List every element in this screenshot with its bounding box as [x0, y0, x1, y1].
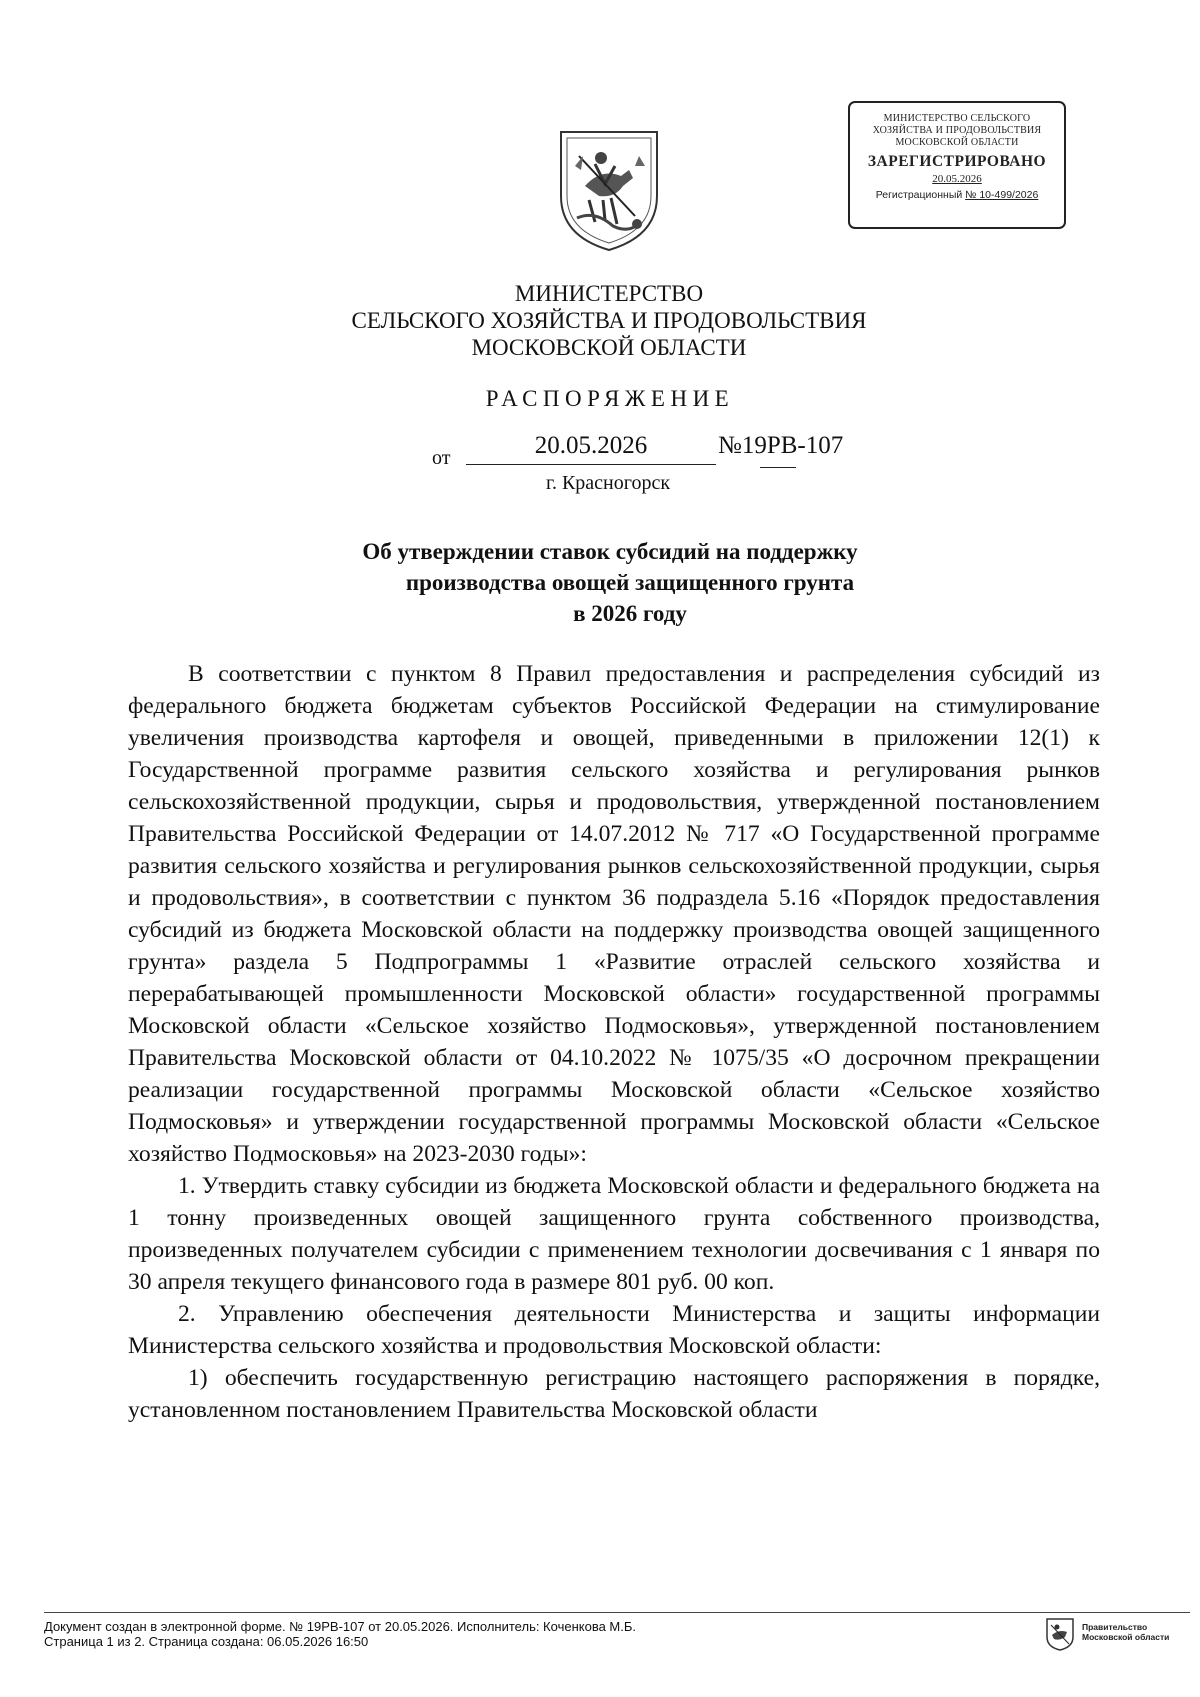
stamp-org-line-3: МОСКОВСКОЙ ОБЛАСТИ	[895, 137, 1019, 148]
stamp-org-line-1: МИНИСТЕРСТВО СЕЛЬСКОГО	[883, 113, 1031, 124]
document-date: 20.05.2026	[534, 432, 648, 459]
stamp-reg-label: Регистрационный	[875, 189, 963, 201]
stamp-reg-number	[850, 189, 1064, 201]
date-prefix: от	[432, 447, 451, 469]
title-line-2: производства овощей защищенного грунта	[405, 570, 855, 595]
footer-info	[44, 1619, 636, 1649]
stamp-org-line-2: ХОЗЯЙСТВА И ПРОДОВОЛЬСТВИЯ	[872, 125, 1042, 136]
city: г. Красногорск	[546, 472, 671, 494]
government-line-2: Московской области	[1082, 1632, 1170, 1642]
item-2-1-paragraph: 1) обеспечить государственную регистрацию настоящего распоряжения в порядке, установленном постановлением Правительства Московской области	[128, 1365, 1100, 1423]
preamble-paragraph: В соответствии с пунктом 8 Правил предоставления и распределения субсидий из федерального бюджета бюджетам субъектов Российской Федерации на стимулирование увеличения производства картофеля и овощей, приведенными в приложении 12(1) к Государственной программе развития сельского хозяйства и регулирования рынков сельскохозяйственной продукции, сырья и продовольствия, утвержденной постановлением Правительства Российской Федерации от 14.07.2012 № 717 «О Государственной программе развития сельского хозяйства и регулирования рынков сельскохозяйственной продукции, сырья и продовольствия», в соответствии с пунктом 36 подраздела 5.16 «Порядок предоставления субсидий из бюджета Московской области на поддержку производства овощей защищенного грунта» раздела 5 Подпрограммы 1 «Развитие отраслей сельского хозяйства и перерабатывающей промышленности Московской области» государственной программы Московской области «Сельское хозяйство Подмосковья», утвержденной постановлением Правительства Московской области от 04.10.2022 № 1075/35 «О досрочном прекращении реализации государственной программы Московской области «Сельское хозяйство Подмосковья» и утверждении государственной программы Московской области «Сельское хозяйство Подмосковья» на 2023-2030 годы»:	[128, 661, 1100, 1167]
document-number: №19РВ-107	[718, 432, 844, 459]
coat-of-arms-icon	[555, 126, 663, 254]
date-underline	[466, 464, 716, 465]
item-1-paragraph: 1. Утвердить ставку субсидии из бюджета Московской области и федерального бюджета на 1 тонну произведенных овощей защищенного грунта собственного производства, произведенных получателем субсидии с применением технологии досвечивания с 1 января по 30 апреля текущего финансового года в размере 801 руб. 00 коп.	[128, 1173, 1100, 1295]
ministry-line-3: МОСКОВСКОЙ ОБЛАСТИ	[471, 335, 747, 360]
document-title	[0, 536, 1200, 629]
ministry-line-1: МИНИСТЕРСТВО	[514, 281, 704, 306]
document-body	[128, 658, 1100, 1426]
government-label	[1082, 1622, 1169, 1642]
footer-line-2: Страница 1 из 2. Страница создана: 06.05.2026 16:50	[44, 1634, 369, 1649]
stamp-status: ЗАРЕГИСТРИРОВАНО	[867, 153, 1047, 170]
footer-divider	[44, 1612, 1190, 1613]
government-line-1: Правительство	[1082, 1622, 1148, 1632]
title-line-3: в 2026 году	[573, 601, 687, 626]
registration-stamp	[848, 101, 1066, 229]
item-2-paragraph: 2. Управлению обеспечения деятельности Министерства и защиты информации Министерства сельского хозяйства и продовольствия Московской области:	[128, 1301, 1100, 1359]
ministry-heading	[0, 280, 1200, 361]
ministry-line-2: СЕЛЬСКОГО ХОЗЯЙСТВА И ПРОДОВОЛЬСТВИЯ	[351, 308, 867, 333]
document-type: РАСПОРЯЖЕНИЕ	[485, 386, 735, 411]
stamp-reg-value: № 10-499/2026	[965, 189, 1039, 201]
footer-line-1: Документ создан в электронной форме. № 19РВ-107 от 20.05.2026. Исполнитель: Коченкова М.Б.	[44, 1619, 637, 1634]
stamp-date: 20.05.2026	[932, 173, 982, 185]
government-emblem-icon	[1045, 1617, 1075, 1651]
number-underline	[760, 467, 796, 468]
title-line-1: Об утверждении ставок субсидий на поддержку	[362, 539, 858, 564]
